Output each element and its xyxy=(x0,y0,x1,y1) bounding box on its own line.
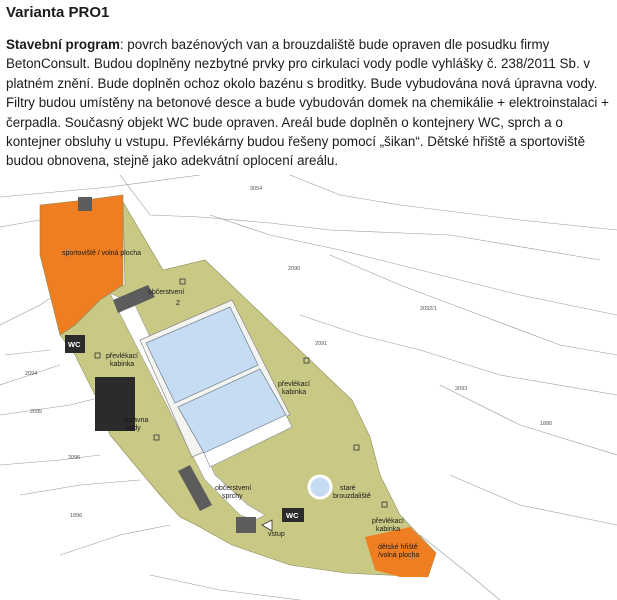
label-detske-hriste: dětské hřiště xyxy=(378,544,418,551)
site-plan xyxy=(0,175,617,600)
label-kabinka-1: kabinka xyxy=(110,361,135,368)
label-kabinka-3: kabinka xyxy=(376,526,401,533)
label-vody: vody xyxy=(126,425,141,432)
parcel-label: 2092/1 xyxy=(420,306,437,312)
parcel-label: 3054 xyxy=(250,186,263,192)
label-obcerstveni-2-num: 2 xyxy=(176,300,180,307)
label-stare: staré xyxy=(340,485,356,492)
parcel-label: 1896 xyxy=(70,513,83,519)
label-kabinka-2: kabinka xyxy=(282,389,307,396)
parcel-label: 2096 xyxy=(68,455,81,461)
parcel-label: 2094 xyxy=(25,371,38,377)
label-vstup: vstup xyxy=(268,531,285,538)
label-prevlekaci-2: převlékací xyxy=(278,381,310,388)
service-container xyxy=(236,517,256,533)
page-title: Varianta PRO1 xyxy=(6,4,110,21)
paragraph-text: : povrch bazénových van a brouzdaliště bude opraven dle posudku firmy BetonConsult. Budou doplněny nezbytné prvky pro cirkulaci vody podle vyhlášky č. 238/2011 Sb. v platném znění. Bude doplněn ochoz okolo bazénu s broditky. Bude vybudována nová úpravna vody. Filtry budou umístěny na betonové desce a bude vybudován domek na chemikálie + elektroinstalaci + čerpadla. Současný objekt WC bude opraven. Areál bude doplněn o kontejnery WC, sprch a o kontejner obsluhy u vstupu. Převlékárny budou řešeny pomocí „šikan“. Dětské hřiště a sportoviště budou obnovena, stejně jako adekvátní oplocení areálu. xyxy=(6,37,609,169)
stare-brouzdaliste-pool xyxy=(309,476,331,498)
label-obcerstveni-sprchy: občerstvení xyxy=(215,485,252,492)
label-brouzdaliste: brouzdaliště xyxy=(333,493,371,500)
label-volna-plocha: /volná plocha xyxy=(378,552,420,559)
parcel-label: 2090 xyxy=(288,266,301,272)
parcel-label: 2093 xyxy=(455,386,468,392)
label-sportoviste: sportoviště / volná plocha xyxy=(62,250,141,257)
sportoviste-gate-block xyxy=(78,197,92,211)
label-upravna: úpravna xyxy=(123,417,149,424)
label-obcerstveni-2: občerstvení xyxy=(148,289,185,296)
parcel-label: 1880 xyxy=(540,421,553,427)
description-paragraph xyxy=(6,35,609,171)
paragraph-lead: Stavební program xyxy=(6,37,120,52)
label-prevlekaci-1: převlékací xyxy=(106,353,138,360)
label-sprchy: sprchy xyxy=(222,493,243,500)
label-wc-bottom: WC xyxy=(286,511,299,520)
label-prevlekaci-3: převlékací xyxy=(372,518,404,525)
parcel-label: 2095 xyxy=(30,409,43,415)
parcel-label: 2091 xyxy=(315,341,328,347)
label-wc-top: WC xyxy=(68,340,81,349)
